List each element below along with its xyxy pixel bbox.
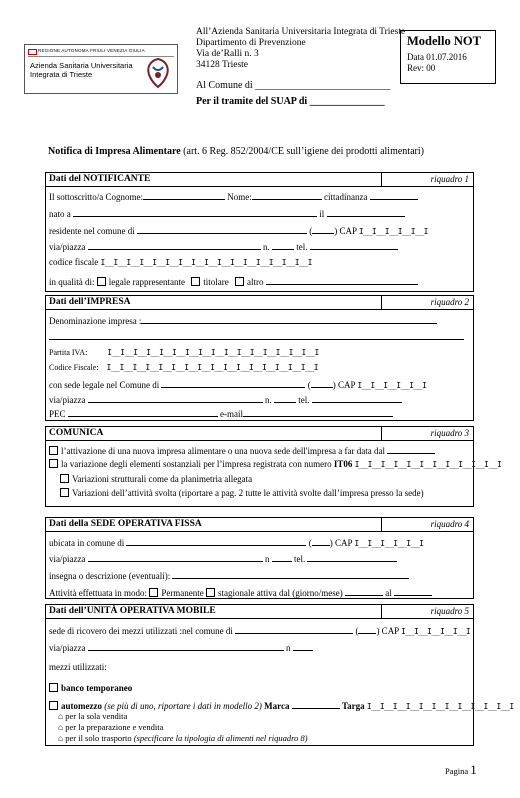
radio-solo-trasporto[interactable]: ⌂ [58,733,64,743]
via-ricovero-field[interactable] [88,641,284,651]
cap-sede-legale-field[interactable]: I__I__I__I__I__I [357,381,427,390]
section-notificante: Dati del NOTIFICANTE riquadro 1 Il sottoscritto/a Cognome: Nome: cittadinanza nato a il residente nel comune di ( ) CAP I__I__I__I__I__I via/piazza n. tel. codice fiscale I__I__I__I__I__I__I__I__I__I__I__I__I__I__I__I__I in qualità di: legale rappresentante titolare altro [45,172,474,292]
radio-preparazione-vendita[interactable]: ⌂ [58,722,64,732]
numero-registrazione-field[interactable]: I__I__I__I__I__I__I__I__I__I__I__I [354,460,502,469]
email-field[interactable] [243,407,393,417]
radio-sola-vendita[interactable]: ⌂ [58,711,64,721]
stagionale-dal-field[interactable] [345,586,383,596]
stagionale-al-field[interactable] [394,586,432,596]
cap-ricovero-field[interactable]: I__I__I__I__I__I [401,627,471,636]
comune-sede-operativa-field[interactable] [126,536,306,546]
banco-temporaneo-checkbox[interactable] [49,683,58,692]
section-title: Dati dell’IMPRESA [49,297,131,307]
insegna-field[interactable] [172,569,409,579]
variazioni-attivita-checkbox[interactable] [60,488,69,497]
telefono-impresa-field[interactable] [312,393,402,403]
section-title: Dati del NOTIFICANTE [49,174,151,184]
telefono-sede-operativa-field[interactable] [307,552,397,562]
section-impresa: Dati dell’IMPRESA riquadro 2 Denominazione impresa : Partita IVA: I__I__I__I__I__I__I__I__I__I__I__I__I__I__I__I__I Codice Fiscale: I__I__I__I__I__I__I__I__I__I__I__I__I__I__I__I__I con sede legale nel Comune di ( ) CAP I__I__I__I__I__I via/piazza n. tel. PEC e-mail [45,295,474,421]
asu-emblem-icon [141,55,175,91]
titolare-checkbox[interactable] [191,277,200,286]
automezzo-checkbox[interactable] [49,701,58,710]
altro-checkbox[interactable] [235,277,244,286]
variazione-checkbox[interactable] [49,459,58,468]
via-sede-legale-field[interactable] [88,393,263,403]
provincia-sede-legale-field[interactable] [311,378,333,388]
via-sede-operativa-field[interactable] [88,552,263,562]
section-unita-mobile: Dati dell’UNITÀ OPERATIVA MOBILE riquadro 5 sede di ricovero dei mezzi utilizzati :nel comune di ( ) CAP I__I__I__I__I__I via/piazza n mezzi utilizzati: banco temporaneo automezzo (se più di uno, riportare i dati in modello 2) Marca Targa I__I__I__I__I__I__I__I__I__I__I__I ⌂ per la sola vendita ⌂ per la preparazione e vendita ⌂ per il solo trasporto (specificare la tipologia di alimenti nel riquadro 8) [45,604,474,746]
section-title: COMUNICA [49,428,104,438]
riquadro-label: riquadro 1 [381,173,473,186]
civico-residenza-field[interactable] [272,240,294,250]
cap-sede-operativa-field[interactable]: I__I__I__I__I__I [354,539,424,548]
section-title: Dati della SEDE OPERATIVA FISSA [49,519,202,529]
civico-ricovero-field[interactable] [293,641,313,651]
region-flag-icon [28,49,37,55]
section-title: Dati dell’UNITÀ OPERATIVA MOBILE [49,606,216,616]
comune-residenza-field[interactable] [137,224,307,234]
model-date: Data 01.07.2016 [407,52,467,62]
codice-fiscale-impresa-field[interactable]: I__I__I__I__I__I__I__I__I__I__I__I__I__I__I__I__I [106,363,319,372]
riquadro-label: riquadro 3 [381,427,473,440]
riquadro-label: riquadro 4 [381,518,473,531]
denominazione-field[interactable] [141,314,437,324]
telefono-field[interactable] [310,240,398,250]
civico-sede-operativa-field[interactable] [272,552,292,562]
model-title: Modello NOT [407,34,481,48]
pec-field[interactable] [68,407,218,417]
data-nascita-field[interactable] [327,207,405,217]
attivazione-checkbox[interactable] [49,446,58,455]
data-attivazione-field[interactable] [387,444,435,454]
provincia-residenza-field[interactable] [312,224,334,234]
denominazione-line2[interactable] [49,339,464,340]
nome-field[interactable] [252,190,322,200]
targa-field[interactable]: I__I__I__I__I__I__I__I__I__I__I__I [366,702,514,711]
variazioni-strutturali-checkbox[interactable] [60,474,69,483]
model-rev: Rev: 00 [407,63,436,73]
civico-sede-legale-field[interactable] [274,393,296,403]
riquadro-label: riquadro 2 [381,296,473,309]
legale-rappresentante-checkbox[interactable] [97,277,106,286]
form-title: Notifica di Impresa Alimentare (art. 6 Reg. 852/2004/CE sull’igiene dei prodotti alimentari) [48,146,424,157]
marca-field[interactable] [292,699,340,709]
cittadinanza-field[interactable] [370,190,418,200]
provincia-sede-operativa-field[interactable] [312,536,330,546]
riquadro-label: riquadro 5 [381,605,473,618]
altro-field[interactable] [266,275,418,285]
asu-logo [24,44,178,94]
suap-line: Per il tramite del SUAP di _______________ [196,96,385,107]
stagionale-checkbox[interactable] [206,588,215,597]
permanente-checkbox[interactable] [149,588,158,597]
recipient-address: All’Azienda Sanitaria Universitaria Integrata di Trieste Dipartimento di Prevenzione Via de’Ralli n. 3 34128 Trieste [196,27,406,70]
luogo-nascita-field[interactable] [73,207,317,217]
section-sede-operativa: Dati della SEDE OPERATIVA FISSA riquadro 4 ubicata in comune di ( ) CAP I__I__I__I__I__I via/piazza n tel. insegna o descrizione (eventuali): Attività effettuata in modo: Permanente stagionale attiva dal (giorno/mese) al [45,517,474,599]
partita-iva-field[interactable]: I__I__I__I__I__I__I__I__I__I__I__I__I__I__I__I__I [107,348,319,357]
cognome-field[interactable] [143,190,225,200]
cap-residenza-field[interactable]: I__I__I__I__I__I [358,227,428,236]
page-number: Pagina 1 [445,762,477,777]
logo-asu-name: Azienda Sanitaria Universitaria Integrata di Trieste [30,61,133,79]
via-residenza-field[interactable] [88,240,261,250]
section-comunica: COMUNICA riquadro 3 l’attivazione di una nuova impresa alimentare o una nuova sede dell'impresa a far data dal la variazione degli elementi sostanziali per l’impresa registrata con numero IT06 I__I__I__I__I__I__I__I__I__I__I__I Variazioni strutturali come da planimetria allegata Variazioni dell’attività svolta (riportare a pag. 2 tutte le attività svolte dall’impresa presso la sede) [45,426,474,507]
comune-sede-legale-field[interactable] [161,378,305,388]
provincia-ricovero-field[interactable] [358,624,376,634]
comune-line: Al Comune di ___________________________ [196,80,391,91]
comune-ricovero-field[interactable] [235,624,353,634]
logo-region: REGIONE AUTONOMA FRIULI VENEZIA GIULIA [38,48,145,53]
model-box [400,30,496,84]
codice-fiscale-field[interactable]: I__I__I__I__I__I__I__I__I__I__I__I__I__I__I__I__I [100,258,312,267]
